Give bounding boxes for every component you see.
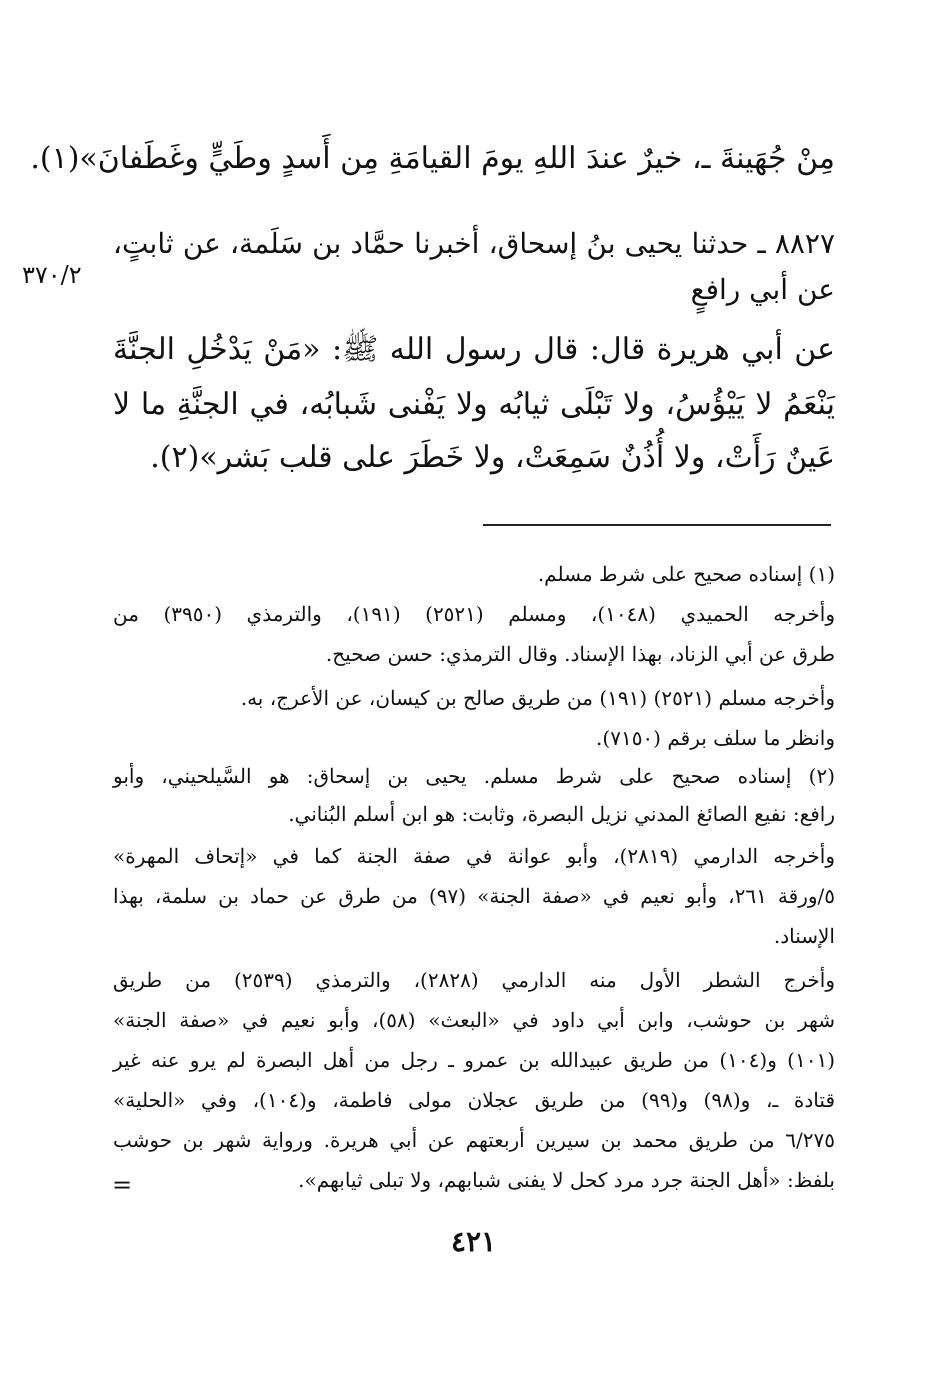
margin-reference: ٣٧٠/٢ [22,261,82,289]
footnote-line: طرق عن أبي الزناد، بهذا الإسناد. وقال الترمذي: حسن صحيح. [325,642,835,666]
main-text-line: مِنْ جُهَينةَ ـ، خيرٌ عندَ اللهِ يومَ القيامَةِ مِن أَسدٍ وطَيٍّ وغَطَفانَ»(١). [30,141,835,176]
footnote-divider [483,524,831,526]
footnote-line: (١) إسناده صحيح على شرط مسلم. [537,562,835,586]
footnote-line: (٢) إسناده صحيح على شرط مسلم. يحيى بن إسحاق: هو السَّيلحيني، وأبو [113,764,835,788]
footnote-line: ٦/٢٧٥ من طريق محمد بن سيرين أربعتهم عن أبي هريرة. ورواية شهر بن حوشب [113,1128,835,1152]
hadith-matn-line: يَنْعَمُ لا يَيْؤُسُ، ولا تَبْلَى ثيابُه ولا يَفْنى شَبابُه، في الجنَّةِ ما لا [113,387,835,422]
footnote-line: ٥/ورقة ٢٦١، وأبو نعيم في «صفة الجنة» (٩٧) من طرق عن حماد بن سلمة، بهذا [113,884,836,908]
footnote-line: وأخرجه الحميدي (١٠٤٨)، ومسلم (٢٥٢١) (١٩١)، والترمذي (٣٩٥٠) من [113,602,835,626]
footnote-line: وأخرجه مسلم (٢٥٢١) (١٩١) من طريق صالح بن كيسان، عن الأعرج، به. [240,686,835,710]
hadith-isnad-line: ٨٨٢٧ ـ حدثنا يحيى بنُ إسحاق، أخبرنا حمَّاد بن سَلَمة، عن ثابتٍ، [113,227,835,260]
hadith-matn-line: عَينٌ رَأَتْ، ولا أُذُنٌ سَمِعَتْ، ولا خَطَرَ على قلب بَشر»(٢). [150,440,835,475]
hadith-matn-line: عن أبي هريرة قال: قال رسول الله ﷺ: «مَنْ يَدْخُلِ الجنَّةَ [113,332,835,367]
page-number: ٤٢١ [450,1225,497,1258]
footnote-line: الإسناد. [773,924,835,948]
footnote-line: بلفظ: «أهل الجنة جرد مرد كحل لا يفنى شبابهم، ولا تبلى ثيابهم». [298,1168,835,1192]
footnote-line: قتادة ـ، و(٩٨) و(٩٩) من طريق عجلان مولى فاطمة، و(١٠٤)، وفي «الحلية» [113,1088,836,1112]
continuation-mark: = [112,1171,133,1199]
footnote-line: وانظر ما سلف برقم (٧١٥٠). [596,726,835,750]
footnote-line: شهر بن حوشب، وابن أبي داود في «البعث» (٥٨)، وأبو نعيم في «صفة الجنة» [113,1008,836,1032]
footnote-line: وأخرجه الدارمي (٢٨١٩)، وأبو عوانة في صفة الجنة كما في «إتحاف المهرة» [113,844,835,868]
footnote-line: رافع: نفيع الصائغ المدني نزيل البصرة، وثابت: هو ابن أسلم البُناني. [288,802,835,826]
footnote-line: وأخرج الشطر الأول منه الدارمي (٢٨٢٨)، والترمذي (٢٥٣٩) من طريق [113,968,835,992]
footnote-line: (١٠١) و(١٠٤) من طريق عبيدالله بن عمرو ـ رجل من أهل البصرة لم يرو عنه غير [113,1048,836,1072]
hadith-isnad-line: عن أبي رافعٍ [690,273,835,306]
